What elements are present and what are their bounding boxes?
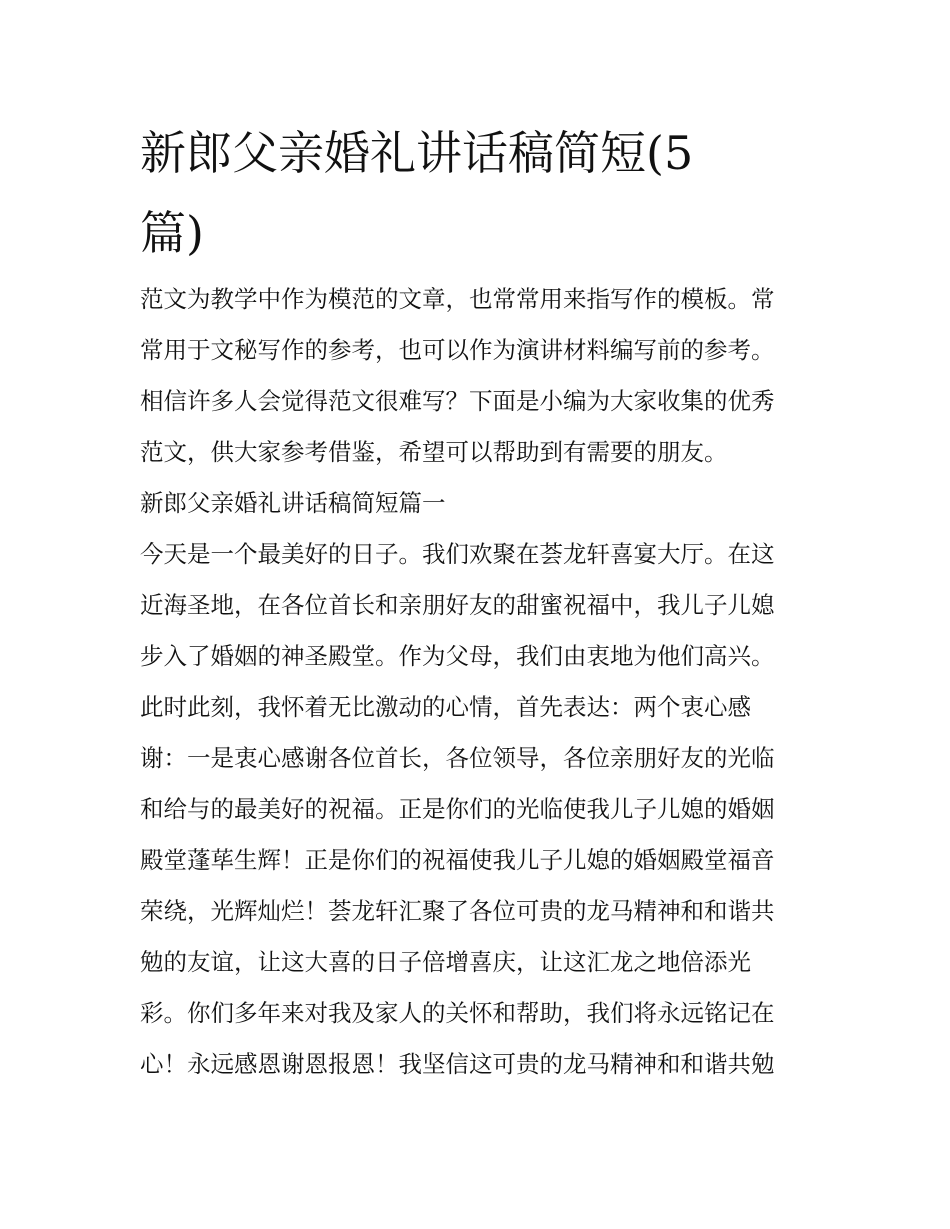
section-line: 彩。你们多年来对我及家人的关怀和帮助，我们将永远铭记在 [140,999,775,1027]
intro-line: 相信许多人会觉得范文很难写？下面是小编为大家收集的优秀 [140,387,775,415]
section-line: 此时此刻，我怀着无比激动的心情，首先表达：两个衷心感 [140,693,751,721]
intro-line: 范文，供大家参考借鉴，希望可以帮助到有需要的朋友。 [140,438,728,466]
section-line: 今天是一个最美好的日子。我们欢聚在荟龙轩喜宴大厅。在这 [140,540,775,568]
section-heading: 新郎父亲婚礼讲话稿简短篇一 [140,489,446,517]
section-line: 和给与的最美好的祝福。正是你们的光临使我儿子儿媳的婚姻 [140,795,775,823]
section-line: 近海圣地，在各位首长和亲朋好友的甜蜜祝福中，我儿子儿媳 [140,591,775,619]
section-line: 谢：一是衷心感谢各位首长，各位领导，各位亲朋好友的光临 [140,744,775,772]
section-line: 步入了婚姻的神圣殿堂。作为父母，我们由衷地为他们高兴。 [140,642,775,670]
document-title [140,113,830,273]
title-line: 篇) [140,206,204,260]
section-line: 荣绕，光辉灿烂！荟龙轩汇聚了各位可贵的龙马精神和和谐共 [140,897,775,925]
intro-line: 常用于文秘写作的参考，也可以作为演讲材料编写前的参考。 [140,336,775,364]
section-line: 勉的友谊，让这大喜的日子倍增喜庆，让这汇龙之地倍添光 [140,948,751,976]
document-body [140,274,830,1090]
section-line: 心！永远感恩谢恩报恩！我坚信这可贵的龙马精神和和谐共勉 [140,1050,775,1078]
intro-line: 范文为教学中作为模范的文章，也常常用来指写作的模板。常 [140,285,775,313]
title-line: 新郎父亲婚礼讲话稿简短(5 [140,126,694,180]
section-line: 殿堂蓬荜生辉！正是你们的祝福使我儿子儿媳的婚姻殿堂福音 [140,846,775,874]
